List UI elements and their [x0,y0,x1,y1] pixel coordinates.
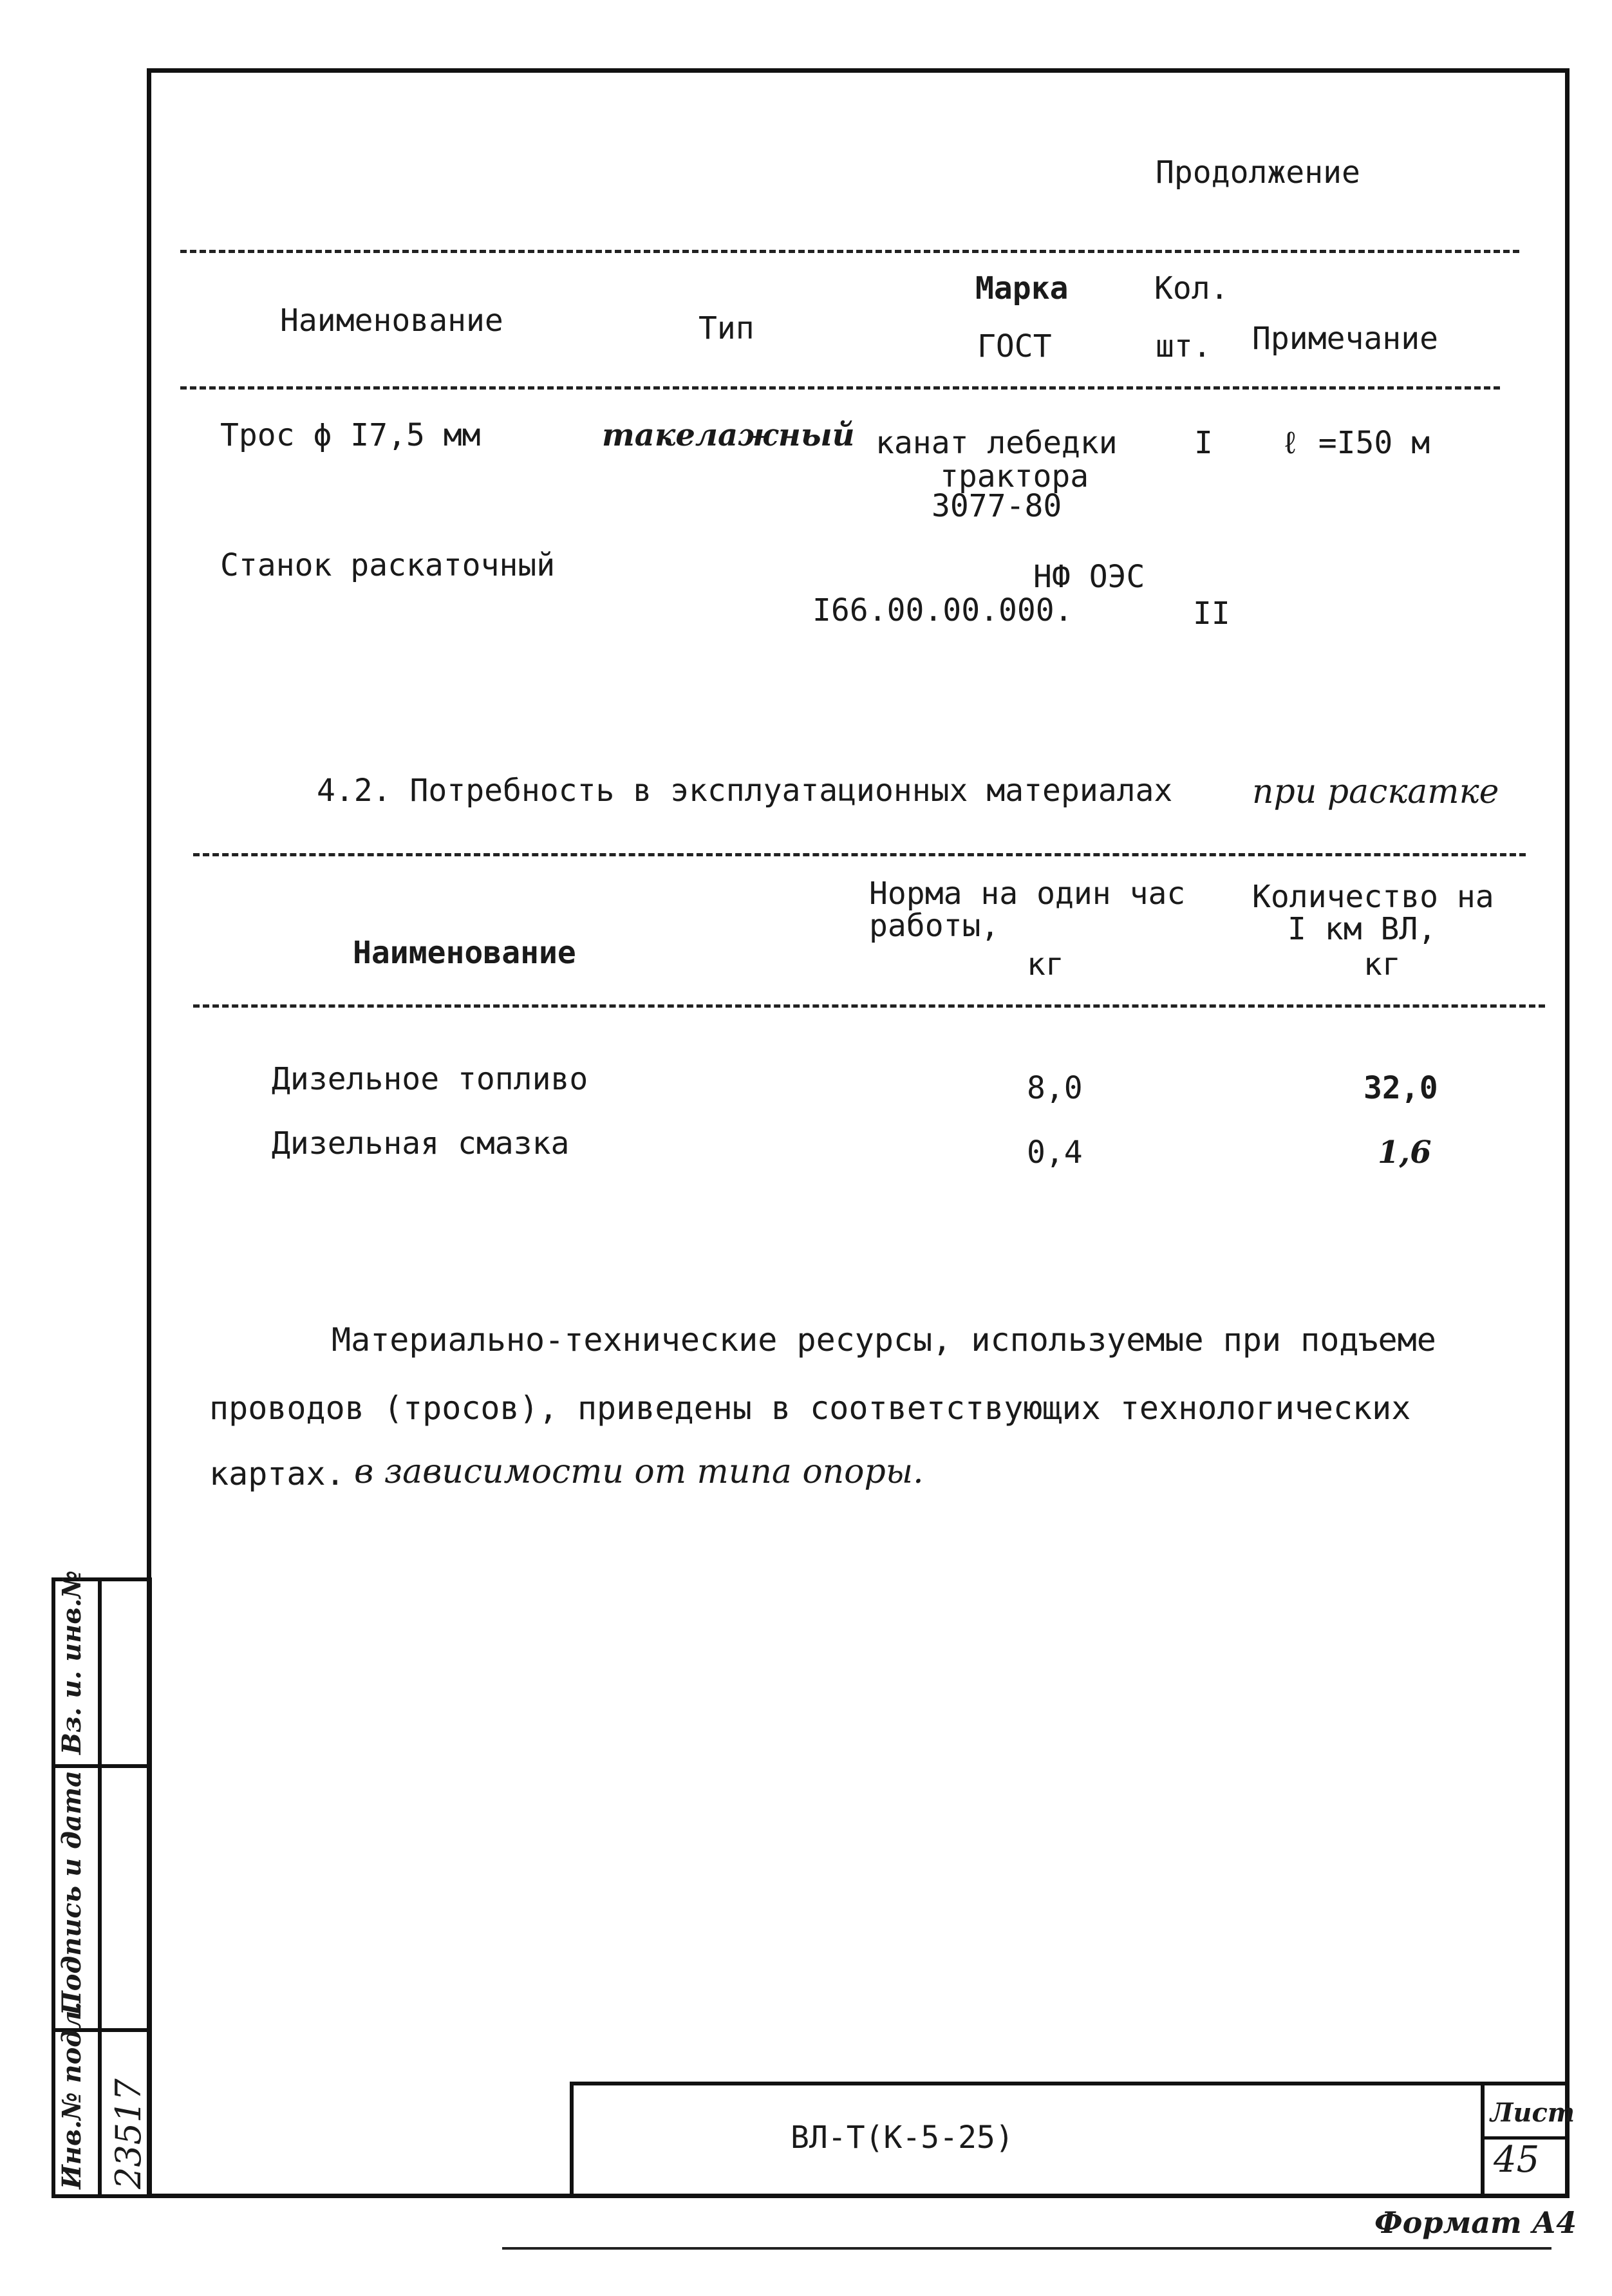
row1-type: такелажный [602,417,855,453]
row2-mark-line2: I66.00.00.000. [812,592,1073,628]
doc-code: ВЛ-Т(К-5-25) [791,2120,1014,2156]
paragraph-line1: Материально-технические ресурсы, используемые при подъеме [332,1321,1436,1359]
table2-header-name: Наименование [353,935,576,971]
t2-row2-qty: 1,6 [1378,1134,1432,1171]
table2-header-rule [193,1004,1545,1008]
bottom-rule [502,2247,1551,2250]
table1-header-pcs: шт. [1156,328,1212,364]
t2-row1-name: Дизельное топливо [272,1061,588,1097]
continuation-heading: Продолжение [1156,155,1360,191]
table2-header-norm-unit: кг [1027,946,1064,983]
side-stamp-rule-1 [52,1764,152,1768]
table1-header-type: Тип [698,310,754,346]
paragraph-line2: проводов (тросов), приведены в соответствующих технологических [209,1389,1411,1427]
table1-top-rule [180,250,1519,253]
t2-row2-name: Дизельная смазка [272,1125,570,1162]
table2-header-qty-line2: I км ВЛ, [1288,911,1437,947]
row1-name: Трос ϕ I7,5 мм [220,417,481,453]
row1-qty: I [1194,425,1213,461]
side-sign-label: Подпись и дата [57,1770,87,2015]
format-label: Формат А4 [1374,2205,1577,2240]
side-vz-label: Вз. и. инв.№ [57,1570,87,1755]
row1-mark-line1: канат лебедки [876,425,1118,461]
table1-header-rule [180,386,1500,390]
table2-header-norm-line2: работы, [869,908,1000,944]
paragraph-handwritten: в зависимости от типа опоры. [354,1453,924,1491]
row1-mark-line3: 3077-80 [932,488,1062,524]
side-inv-value: 23517 [108,2078,149,2189]
row1-note: ℓ =I50 м [1281,425,1430,461]
row2-mark-line1: НФ ОЭС [1033,559,1145,595]
table1-header-note: Примечание [1252,321,1438,357]
table2-header-norm-line1: Норма на один час [869,876,1186,912]
table2-header-qty-unit: кг [1364,946,1401,983]
title-block [570,2082,1570,2198]
row2-qty: II [1193,596,1230,632]
side-inv-label: Инв.№ подл. [57,2001,87,2189]
paragraph-line3: картах. [209,1455,345,1492]
table1-header-name: Наименование [280,303,503,339]
sheet-label: Лист [1490,2098,1575,2128]
side-stamp-divider [98,1581,102,2196]
section-title: 4.2. Потребность в эксплуатационных материалах [317,773,1173,809]
table2-top-rule [193,853,1526,856]
title-block-divider [1481,2082,1485,2198]
table2-header-qty-line1: Количество на [1252,879,1494,915]
table1-header-gost: ГОСТ [977,328,1052,364]
t2-row1-norm: 8,0 [1027,1070,1083,1106]
table1-header-qty: Кол. [1154,270,1229,306]
t2-row2-norm: 0,4 [1027,1134,1083,1171]
row2-name: Станок раскаточный [220,547,556,583]
table1-header-mark: Марка [975,270,1069,306]
t2-row1-qty: 32,0 [1364,1070,1438,1106]
section-title-handwritten: при раскатке [1252,773,1499,811]
row1-mark-line2: трактора [940,458,1089,494]
sheet-number: 45 [1494,2139,1540,2181]
